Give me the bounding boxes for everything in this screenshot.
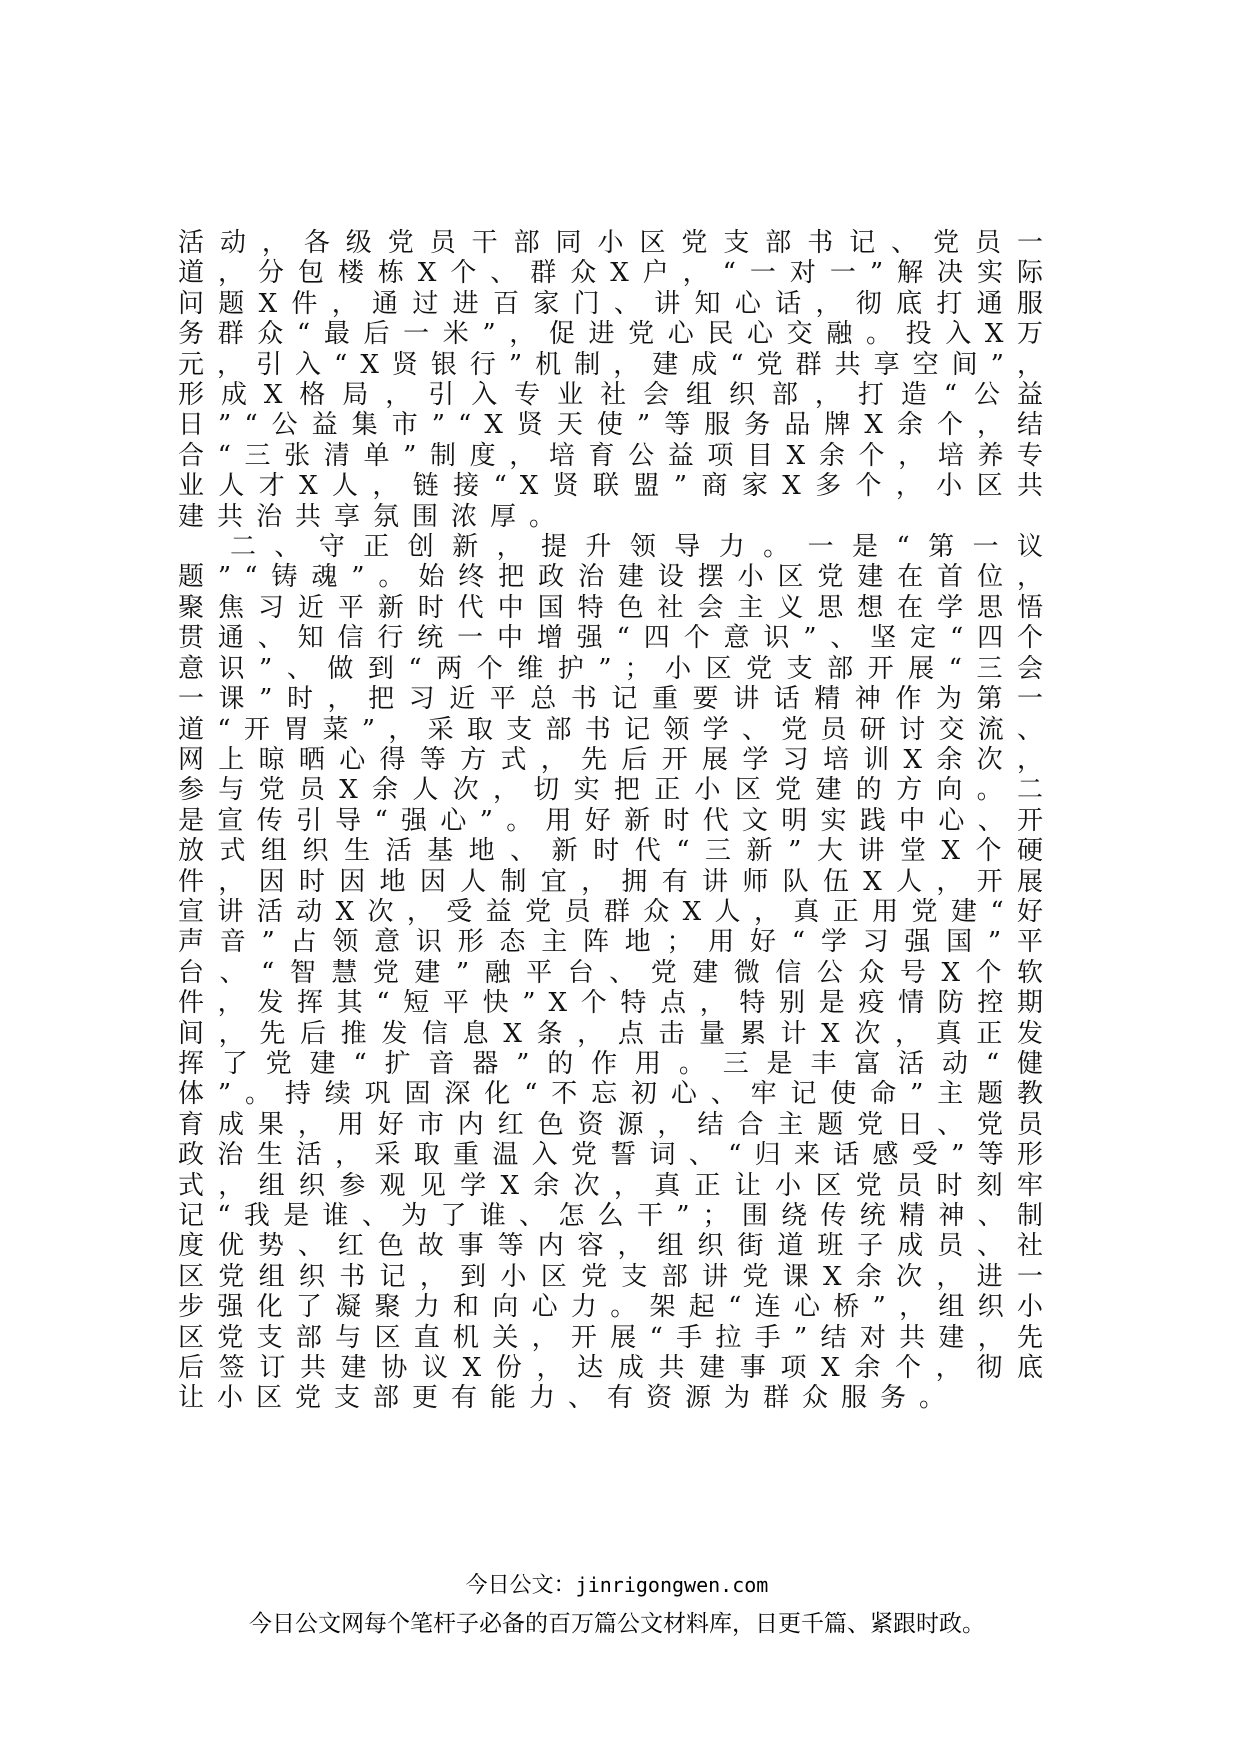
footer-site-url[interactable]: jinrigongwen.com xyxy=(575,1573,769,1597)
paragraph-section-two: 二、守正创新，提升领导力。一是“第一议题”“铸魂”。始终把政治建设摆小区党建在首位，聚焦习近平新时代中国特色社会主义思想在学思悟贯通、知信行统一中增强“四个意识”、坚定“四个意识”、做到“两个维护”；小区党支部开展“三会一课”时，把习近平总书记重要讲话精神作为第一道“开胃菜”，采取支部书记领学、党员研讨交流、网上晾晒心得等方式，先后开展学习培训X余次，参与党员X余人次，切实把正小区党建的方向。二是宣传引导“强心”。用好新时代文明实践中心、开放式组织生活基地、新时代“三新”大讲堂X个硬件，因时因地因人制宜，拥有讲师队伍X人，开展宣讲活动X次，受益党员群众X人，真正用党建“好声音”占领意识形态主阵地；用好“学习强国”平台、“智慧党建”融平台、党建微信公众号X个软件，发挥其“短平快”X个特点，特别是疫情防控期间，先后推发信息X条，点击量累计X次，真正发挥了党建“扩音器”的作用。三是丰富活动“健体”。持续巩固深化“不忘初心、牢记使命”主题教育成果，用好市内红色资源，结合主题党日、党员政治生活，采取重温入党誓词、“归来话感受”等形式，组织参观见学X余次，真正让小区党员时刻牢记“我是谁、为了谁、怎么干”；围绕传统精神、制度优势、红色故事等内容，组织街道班子成员、社区党组织书记，到小区党支部讲党课X余次，进一步强化了凝聚力和向心力。架起“连心桥”，组织小区党支部与区直机关，开展“手拉手”结对共建，先后签订共建协议X份，达成共建事项X余个，彻底让小区党支部更有能力、有资源为群众服务。 xyxy=(178,532,1056,1414)
document-body xyxy=(178,228,1056,1414)
footer xyxy=(0,1570,1234,1641)
footer-slogan: 今日公文网每个笔杆子必备的百万篇公文材料库，日更千篇、紧跟时政。 xyxy=(249,1611,985,1637)
paragraph-community-service: 活动，各级党员干部同小区党支部书记、党员一道，分包楼栋X个、群众X户，“一对一”解决实际问题X件，通过进百家门、讲知心话，彻底打通服务群众“最后一米”，促进党心民心交融。投入X万元，引入“X贤银行”机制，建成“党群共享空间”，形成X格局，引入专业社会组织部，打造“公益日”“公益集市”“X贤天使”等服务品牌X余个，结合“三张清单”制度，培育公益项目X余个，培养专业人才X人，链接“X贤联盟”商家X多个，小区共建共治共享氛围浓厚。 xyxy=(178,228,1056,532)
footer-site-label: 今日公文： xyxy=(465,1573,576,1598)
footer-site-line xyxy=(0,1570,1234,1601)
